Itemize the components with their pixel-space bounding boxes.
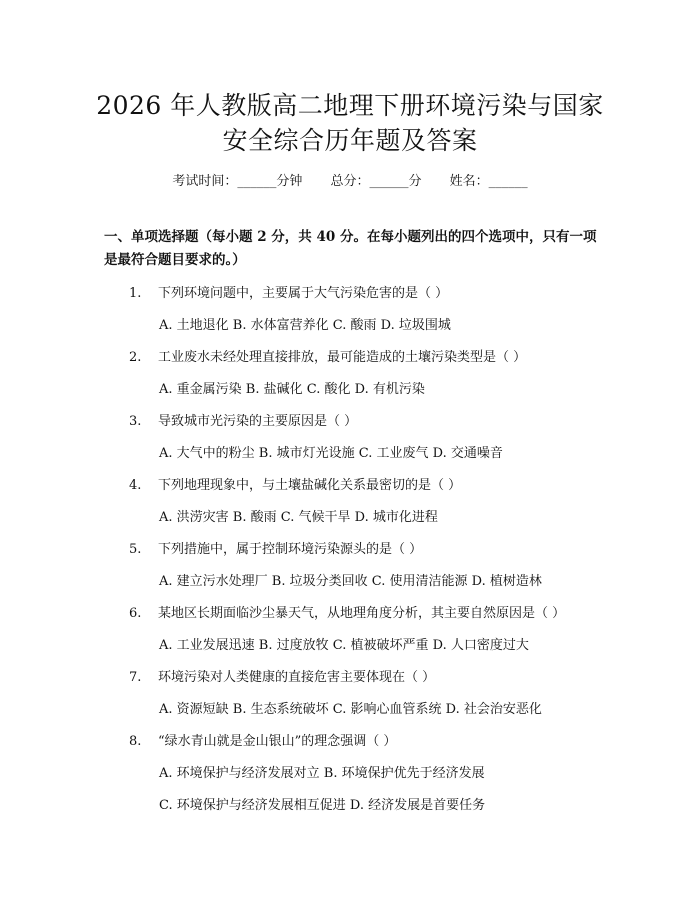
- question-text: 某地区长期面临沙尘暴天气，从地理角度分析，其主要自然原因是（ ）: [158, 606, 566, 621]
- section-heading: 一、单项选择题（每小题 2 分，共 40 分。在每小题列出的四个选项中，只有一项是最符合题目要求的。）: [104, 229, 597, 268]
- question-text: “绿水青山就是金山银山”的理念强调（ ）: [158, 734, 397, 749]
- document-title-line-2: 安全综合历年题及答案: [222, 126, 478, 155]
- question-stem: [129, 602, 565, 621]
- question-options: A. 洪涝灾害 B. 酸雨 C. 气候干旱 D. 城市化进程: [159, 510, 438, 525]
- question-text: 工业废水未经处理直接排放，最可能造成的土壤污染类型是（ ）: [158, 350, 527, 365]
- question-text: 下列地理现象中，与土壤盐碱化关系最密切的是（ ）: [158, 478, 462, 493]
- exam-info-line: [0, 170, 700, 189]
- question-text: 下列环境问题中，主要属于大气污染危害的是（ ）: [158, 286, 449, 301]
- document-title-line-1: 2026 年人教版高二地理下册环境污染与国家: [96, 91, 604, 120]
- question-number: 8.: [129, 734, 142, 749]
- question-stem: [129, 730, 396, 749]
- question-options: A. 环境保护与经济发展对立 B. 环境保护优先于经济发展: [159, 766, 485, 781]
- question-options: A. 资源短缺 B. 生态系统破坏 C. 影响心血管系统 D. 社会治安恶化: [159, 702, 542, 717]
- question-number: 3.: [129, 414, 142, 429]
- question-stem: [129, 282, 448, 301]
- question-options: A. 大气中的粉尘 B. 城市灯光设施 C. 工业废气 D. 交通噪音: [159, 446, 503, 461]
- question-text: 导致城市光污染的主要原因是（ ）: [158, 414, 358, 429]
- question-number: 7.: [129, 670, 142, 685]
- question-options: A. 工业发展迅速 B. 过度放牧 C. 植被破坏严重 D. 人口密度过大: [159, 638, 529, 653]
- question-number: 1.: [129, 286, 142, 301]
- question-text: 环境污染对人类健康的直接危害主要体现在（ ）: [158, 670, 436, 685]
- student-name-field: 姓名：______: [449, 174, 528, 189]
- question-options: A. 建立污水处理厂 B. 垃圾分类回收 C. 使用清洁能源 D. 植树造林: [159, 574, 542, 589]
- question-options: A. 土地退化 B. 水体富营养化 C. 酸雨 D. 垃圾围城: [159, 318, 451, 333]
- exam-time-field: 考试时间：______分钟: [172, 174, 303, 189]
- question-number: 6.: [129, 606, 142, 621]
- question-stem: [129, 474, 461, 493]
- question-number: 4.: [129, 478, 142, 493]
- question-stem: [129, 410, 357, 429]
- question-stem: [129, 538, 422, 557]
- question-stem: [129, 666, 435, 685]
- question-options: C. 环境保护与经济发展相互促进 D. 经济发展是首要任务: [159, 798, 486, 813]
- question-number: 5.: [129, 542, 142, 557]
- question-options: A. 重金属污染 B. 盐碱化 C. 酸化 D. 有机污染: [159, 382, 425, 397]
- question-number: 2.: [129, 350, 142, 365]
- total-score-field: 总分：______分: [330, 174, 422, 189]
- question-text: 下列措施中，属于控制环境污染源头的是（ ）: [158, 542, 423, 557]
- question-stem: [129, 346, 526, 365]
